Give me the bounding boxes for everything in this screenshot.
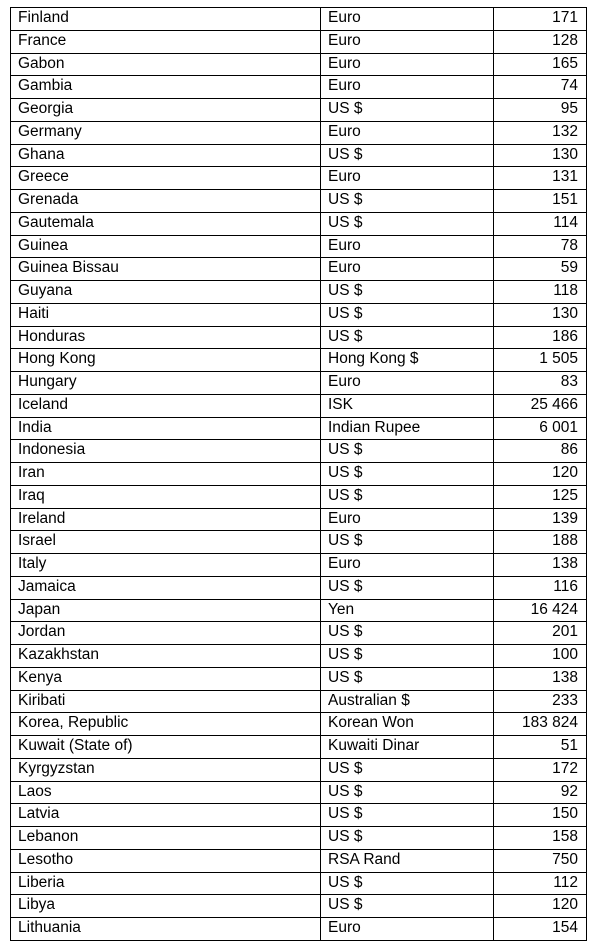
table-row xyxy=(11,736,587,759)
country-cell: France xyxy=(11,30,321,53)
table-row xyxy=(11,576,587,599)
amount-cell: 83 xyxy=(494,372,587,395)
currency-cell: US $ xyxy=(321,781,494,804)
amount-cell: 100 xyxy=(494,645,587,668)
currency-cell: Kuwaiti Dinar xyxy=(321,736,494,759)
currency-cell: US $ xyxy=(321,440,494,463)
amount-cell: 118 xyxy=(494,281,587,304)
currency-cell: Indian Rupee xyxy=(321,417,494,440)
amount-cell: 78 xyxy=(494,235,587,258)
amount-cell: 130 xyxy=(494,303,587,326)
amount-cell: 150 xyxy=(494,804,587,827)
table-row xyxy=(11,190,587,213)
amount-cell: 16 424 xyxy=(494,599,587,622)
currency-cell: Euro xyxy=(321,167,494,190)
currency-cell: US $ xyxy=(321,872,494,895)
country-cell: Lebanon xyxy=(11,827,321,850)
currency-cell: US $ xyxy=(321,758,494,781)
currency-cell: Hong Kong $ xyxy=(321,349,494,372)
country-cell: Grenada xyxy=(11,190,321,213)
amount-cell: 86 xyxy=(494,440,587,463)
currency-cell: US $ xyxy=(321,645,494,668)
table-row xyxy=(11,645,587,668)
table-row xyxy=(11,485,587,508)
currency-cell: Euro xyxy=(321,918,494,941)
table-row xyxy=(11,622,587,645)
table-row xyxy=(11,417,587,440)
country-cell: Germany xyxy=(11,121,321,144)
currency-cell: US $ xyxy=(321,463,494,486)
amount-cell: 116 xyxy=(494,576,587,599)
country-cell: Israel xyxy=(11,531,321,554)
country-cell: India xyxy=(11,417,321,440)
amount-cell: 186 xyxy=(494,326,587,349)
table-row xyxy=(11,599,587,622)
table-row xyxy=(11,531,587,554)
amount-cell: 6 001 xyxy=(494,417,587,440)
table-row xyxy=(11,554,587,577)
currency-cell: US $ xyxy=(321,622,494,645)
currency-cell: Euro xyxy=(321,554,494,577)
amount-cell: 112 xyxy=(494,872,587,895)
table-row xyxy=(11,76,587,99)
table-row xyxy=(11,372,587,395)
table-row xyxy=(11,463,587,486)
country-cell: Gabon xyxy=(11,53,321,76)
table-row xyxy=(11,121,587,144)
amount-cell: 165 xyxy=(494,53,587,76)
table-row xyxy=(11,99,587,122)
currency-cell: Euro xyxy=(321,258,494,281)
country-cell: Latvia xyxy=(11,804,321,827)
currency-cell: Euro xyxy=(321,53,494,76)
currency-cell: Euro xyxy=(321,76,494,99)
amount-cell: 51 xyxy=(494,736,587,759)
amount-cell: 128 xyxy=(494,30,587,53)
currency-cell: US $ xyxy=(321,99,494,122)
table-row xyxy=(11,326,587,349)
table-row xyxy=(11,258,587,281)
amount-cell: 131 xyxy=(494,167,587,190)
country-cell: Ireland xyxy=(11,508,321,531)
table-row xyxy=(11,827,587,850)
country-cell: Ghana xyxy=(11,144,321,167)
table-row xyxy=(11,804,587,827)
table-row xyxy=(11,895,587,918)
country-cell: Kyrgyzstan xyxy=(11,758,321,781)
country-cell: Iraq xyxy=(11,485,321,508)
currency-cell: RSA Rand xyxy=(321,849,494,872)
currency-cell: US $ xyxy=(321,485,494,508)
table-row xyxy=(11,713,587,736)
currency-cell: US $ xyxy=(321,576,494,599)
table-row xyxy=(11,667,587,690)
country-cell: Lesotho xyxy=(11,849,321,872)
country-cell: Guinea Bissau xyxy=(11,258,321,281)
currency-cell: US $ xyxy=(321,895,494,918)
currency-cell: Euro xyxy=(321,30,494,53)
country-cell: Kazakhstan xyxy=(11,645,321,668)
country-cell: Liberia xyxy=(11,872,321,895)
country-cell: Korea, Republic xyxy=(11,713,321,736)
amount-cell: 132 xyxy=(494,121,587,144)
country-cell: Guinea xyxy=(11,235,321,258)
table-row xyxy=(11,167,587,190)
amount-cell: 95 xyxy=(494,99,587,122)
amount-cell: 59 xyxy=(494,258,587,281)
currency-cell: US $ xyxy=(321,827,494,850)
country-cell: Guyana xyxy=(11,281,321,304)
currency-cell: Euro xyxy=(321,121,494,144)
amount-cell: 154 xyxy=(494,918,587,941)
country-cell: Hungary xyxy=(11,372,321,395)
currency-cell: US $ xyxy=(321,326,494,349)
currency-cell: US $ xyxy=(321,667,494,690)
currency-cell: US $ xyxy=(321,303,494,326)
currency-cell: US $ xyxy=(321,281,494,304)
table-row xyxy=(11,872,587,895)
amount-cell: 120 xyxy=(494,463,587,486)
currency-cell: US $ xyxy=(321,531,494,554)
amount-cell: 130 xyxy=(494,144,587,167)
country-cell: Indonesia xyxy=(11,440,321,463)
currency-cell: ISK xyxy=(321,394,494,417)
amount-cell: 114 xyxy=(494,212,587,235)
country-cell: Kiribati xyxy=(11,690,321,713)
country-cell: Greece xyxy=(11,167,321,190)
country-cell: Kuwait (State of) xyxy=(11,736,321,759)
table-row xyxy=(11,8,587,31)
amount-cell: 201 xyxy=(494,622,587,645)
country-cell: Finland xyxy=(11,8,321,31)
table-row xyxy=(11,30,587,53)
amount-cell: 25 466 xyxy=(494,394,587,417)
rates-table-body xyxy=(11,8,587,941)
amount-cell: 183 824 xyxy=(494,713,587,736)
amount-cell: 171 xyxy=(494,8,587,31)
country-cell: Gautemala xyxy=(11,212,321,235)
country-cell: Jordan xyxy=(11,622,321,645)
country-cell: Georgia xyxy=(11,99,321,122)
country-cell: Italy xyxy=(11,554,321,577)
table-row xyxy=(11,303,587,326)
country-cell: Gambia xyxy=(11,76,321,99)
country-cell: Kenya xyxy=(11,667,321,690)
country-cell: Laos xyxy=(11,781,321,804)
table-row xyxy=(11,440,587,463)
currency-cell: Australian $ xyxy=(321,690,494,713)
currency-cell: US $ xyxy=(321,804,494,827)
amount-cell: 92 xyxy=(494,781,587,804)
country-cell: Japan xyxy=(11,599,321,622)
amount-cell: 1 505 xyxy=(494,349,587,372)
amount-cell: 172 xyxy=(494,758,587,781)
table-row xyxy=(11,281,587,304)
currency-cell: US $ xyxy=(321,144,494,167)
amount-cell: 138 xyxy=(494,667,587,690)
table-row xyxy=(11,690,587,713)
currency-cell: Euro xyxy=(321,235,494,258)
country-cell: Haiti xyxy=(11,303,321,326)
table-row xyxy=(11,349,587,372)
table-row xyxy=(11,235,587,258)
country-cell: Honduras xyxy=(11,326,321,349)
currency-cell: US $ xyxy=(321,212,494,235)
amount-cell: 750 xyxy=(494,849,587,872)
table-row xyxy=(11,758,587,781)
amount-cell: 138 xyxy=(494,554,587,577)
amount-cell: 151 xyxy=(494,190,587,213)
country-cell: Iran xyxy=(11,463,321,486)
country-cell: Libya xyxy=(11,895,321,918)
currency-cell: US $ xyxy=(321,190,494,213)
table-row xyxy=(11,849,587,872)
currency-cell: Korean Won xyxy=(321,713,494,736)
currency-cell: Yen xyxy=(321,599,494,622)
amount-cell: 125 xyxy=(494,485,587,508)
currency-cell: Euro xyxy=(321,508,494,531)
amount-cell: 158 xyxy=(494,827,587,850)
country-cell: Lithuania xyxy=(11,918,321,941)
country-cell: Jamaica xyxy=(11,576,321,599)
currency-cell: Euro xyxy=(321,372,494,395)
table-row xyxy=(11,508,587,531)
rates-table xyxy=(10,7,587,941)
currency-cell: Euro xyxy=(321,8,494,31)
amount-cell: 188 xyxy=(494,531,587,554)
table-row xyxy=(11,918,587,941)
country-cell: Iceland xyxy=(11,394,321,417)
amount-cell: 120 xyxy=(494,895,587,918)
country-cell: Hong Kong xyxy=(11,349,321,372)
table-row xyxy=(11,781,587,804)
table-row xyxy=(11,53,587,76)
table-row xyxy=(11,212,587,235)
amount-cell: 233 xyxy=(494,690,587,713)
table-row xyxy=(11,394,587,417)
amount-cell: 139 xyxy=(494,508,587,531)
table-row xyxy=(11,144,587,167)
amount-cell: 74 xyxy=(494,76,587,99)
